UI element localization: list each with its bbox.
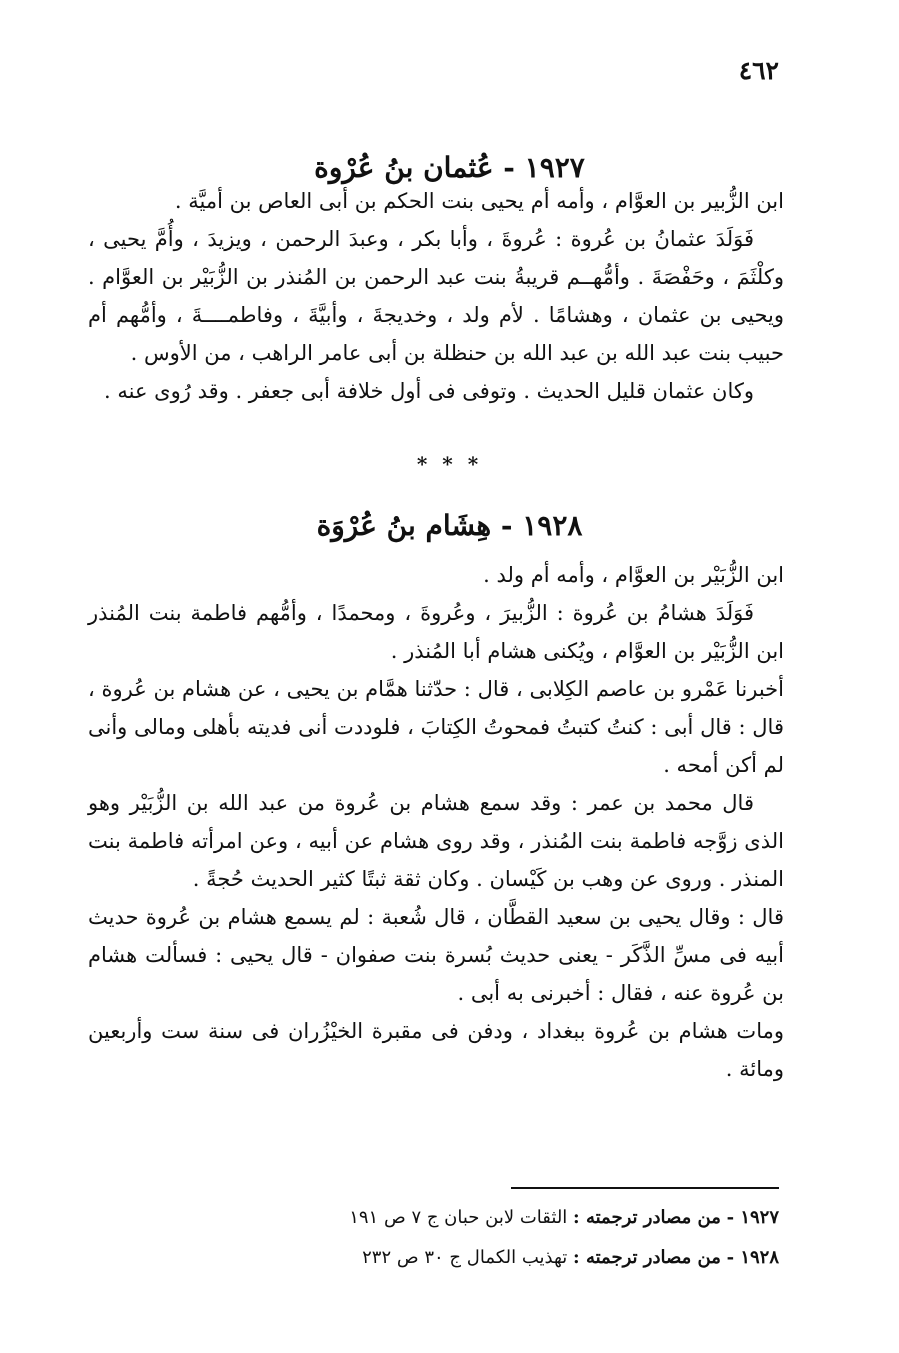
- footnote-number: ١٩٢٧ -: [726, 1207, 779, 1228]
- entry-title-1927: ١٩٢٧ - عُثمان بنُ عُرْوة: [314, 150, 585, 184]
- footnote-1928: [90, 1238, 779, 1278]
- paragraph: ومات هشام بن عُروة ببغداد ، ودفن فى مقبرة الخيْزُران فى سنة ست وأربعين ومائة .: [88, 1019, 784, 1081]
- entry-body-1927: [88, 182, 784, 410]
- paragraph: فَوَلَدَ هشامُ بن عُروة : الزُّبيرَ ، وعُروةَ ، ومحمدًا ، وأمُّهم فاطمة بنت المُنذر ابن الزُّبَيْر بن العوَّام ، ويُكنى هشام أبا المُنذر .: [88, 601, 784, 663]
- footnote-divider: [511, 1187, 779, 1189]
- footnote-1927: [90, 1198, 779, 1238]
- paragraph: وكان عثمان قليل الحديث . وتوفى فى أول خلافة أبى جعفر . وقد رُوى عنه .: [104, 379, 754, 403]
- footnotes: [90, 1198, 779, 1278]
- paragraph: فَوَلَدَ عثمانُ بن عُروة : عُروةَ ، وأبا بكر ، وعبدَ الرحمن ، ويزيدَ ، وأُمَّ يحيى ، وكلْثَمَ ، وحَفْصَةَ . وأمُّهــم قريبةُ بنت عبد الرحمن بن المُنذر بن الزُّبَيْر بن العوَّام . ويحيى بن عثمان ، وهشامًا . لأم ولد ، وخديجةَ ، وأبيَّةَ ، وفاطمــــةَ ، وأمُّهم أم حبيب بنت عبد الله بن عبد الله بن حنظلة بن أبى عامر الراهب ، من الأوس .: [88, 227, 784, 365]
- page-number: ٤٦٢: [738, 56, 779, 85]
- entry-body-1928: [88, 556, 784, 1088]
- footnote-text: الثقات لابن حبان ج ٧ ص ١٩١: [349, 1207, 568, 1228]
- paragraph: قال محمد بن عمر : وقد سمع هشام بن عُروة من عبد الله بن الزُّبَيْر وهو الذى زوَّجه فاطمة بنت المُنذر ، وقد روى هشام عن أبيه ، وعن امرأته فاطمة بنت المنذر . وروى عن وهب بن كَيْسان . وكان ثقة ثبتًا كثير الحديث حُجةً .: [88, 791, 784, 891]
- section-separator: * * *: [416, 452, 483, 476]
- paragraph: قال : وقال يحيى بن سعيد القطَّان ، قال شُعبة : لم يسمع هشام بن عُروة حديث أبيه فى مسِّ الذَّكَر - يعنى حديث بُسرة بنت صفوان - قال يحيى : فسألت هشام بن عُروة عنه ، فقال : أخبرنى به أبى .: [88, 905, 784, 1005]
- paragraph: ابن الزُّبَيْر بن العوَّام ، وأمه أم ولد .: [483, 563, 784, 587]
- footnote-label: من مصادر ترجمته :: [573, 1247, 721, 1268]
- paragraph: ابن الزُّبير بن العوَّام ، وأمه أم يحيى بنت الحكم بن أبى العاص بن أميَّة .: [174, 189, 784, 213]
- entry-title-1928: ١٩٢٨ - هِشَام بنُ عُرْوَة: [316, 508, 583, 542]
- footnote-number: ١٩٢٨ -: [726, 1247, 779, 1268]
- footnote-label: من مصادر ترجمته :: [573, 1207, 721, 1228]
- footnote-text: تهذيب الكمال ج ٣٠ ص ٢٣٢: [362, 1247, 568, 1268]
- paragraph: أخبرنا عَمْرو بن عاصم الكِلابى ، قال : حدّثنا همَّام بن يحيى ، عن هشام بن عُروة ، قال : قال أبى : كنتُ كتبتُ فمحوتُ الكِتابَ ، فلوددت أنى فديته بأهلى ومالى وأنى لم أكن أمحه .: [88, 677, 784, 777]
